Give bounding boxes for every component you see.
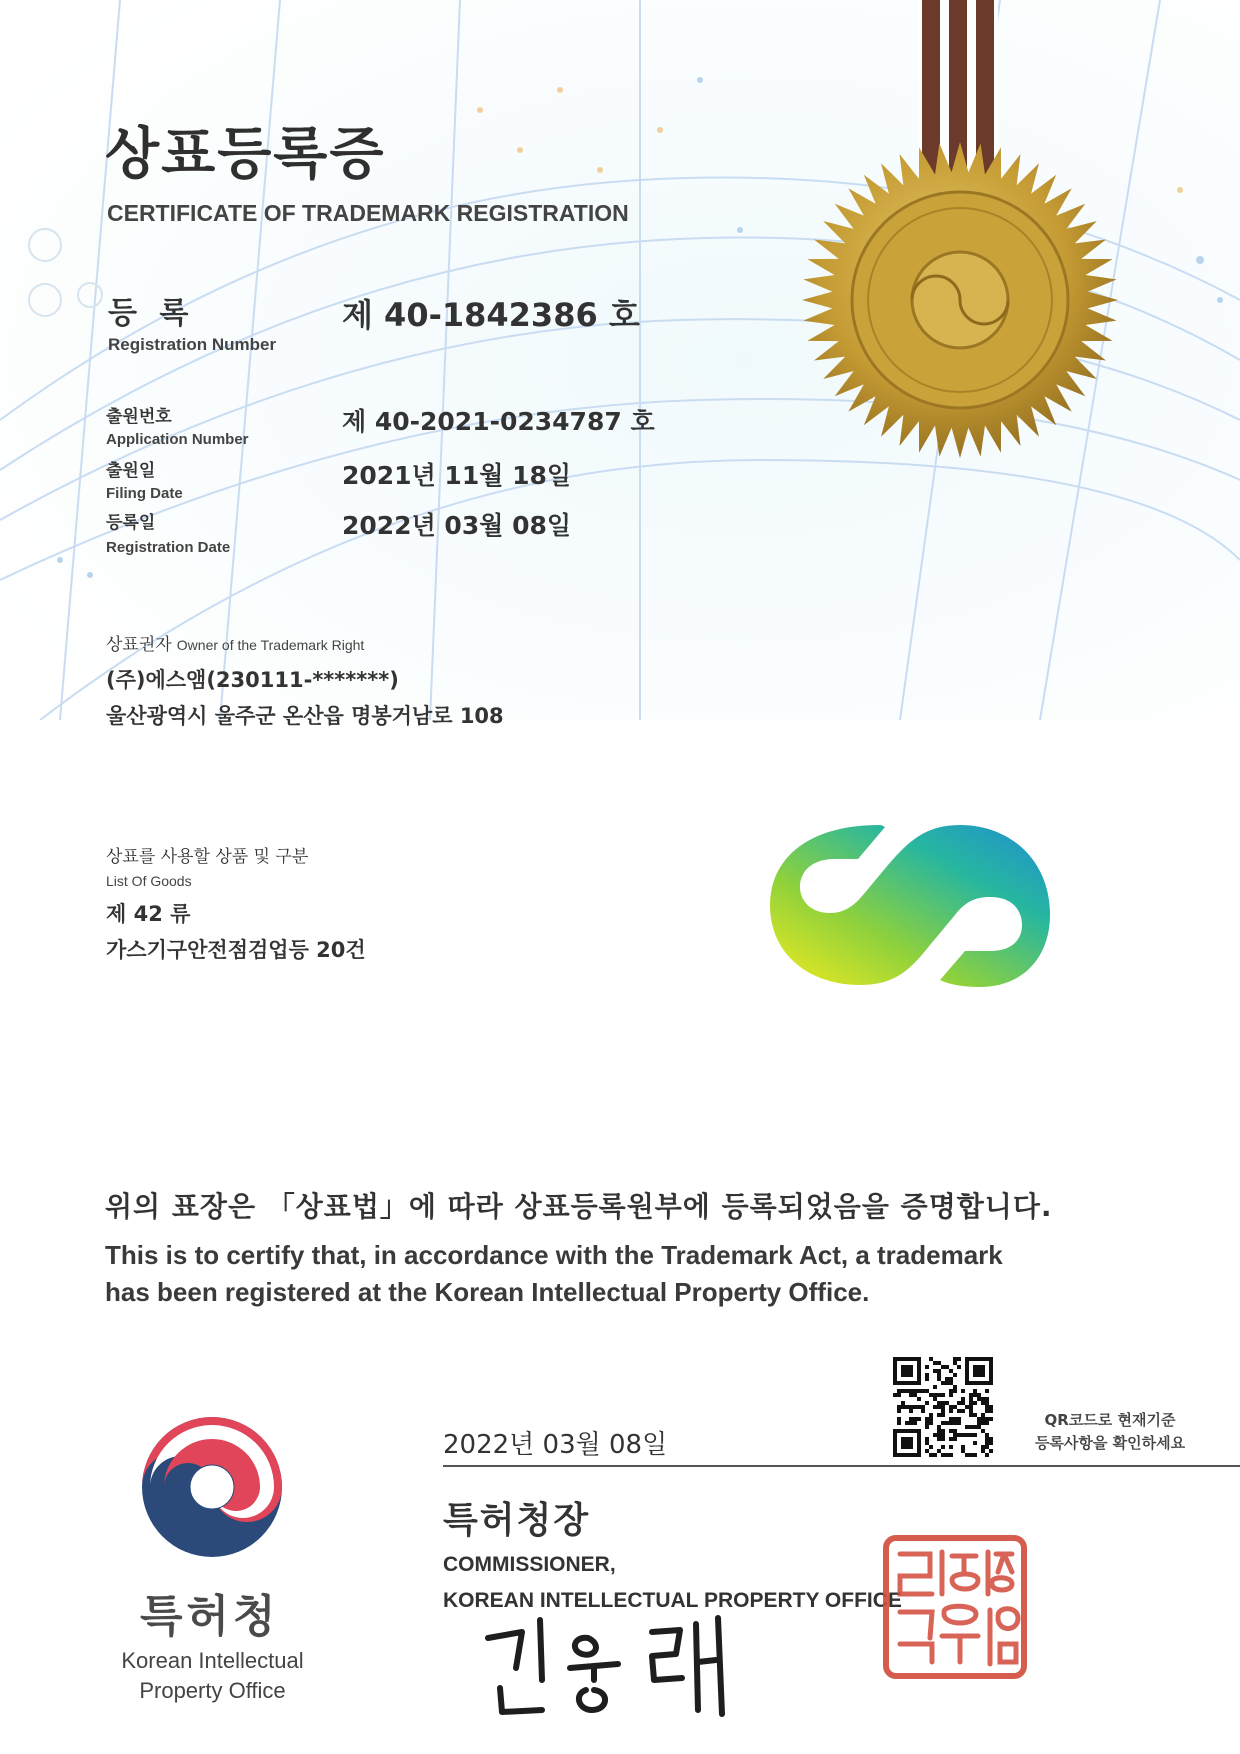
owner-address: 울산광역시 울주군 온산읍 명봉거남로 108 [106,704,504,728]
registration-number-label-ko: 등 록 [108,296,195,331]
qr-code[interactable] [893,1357,993,1457]
qr-note [1000,1409,1220,1455]
certificate-title-en: CERTIFICATE OF TRADEMARK REGISTRATION [107,200,629,226]
filing-date-label-en: Filing Date [106,485,183,502]
registration-number-value: 제 40-1842386 호 [342,296,640,334]
issue-date: 2022년 03월 08일 [443,1430,668,1460]
certification-statement-ko: 위의 표장은 「상표법」에 따라 상표등록원부에 등록되었음을 증명합니다. [105,1190,1053,1223]
owner-label-ko: 상표권자 [106,635,172,655]
qr-note-line2: 등록사항을 확인하세요 [1034,1434,1186,1452]
kipo-name-en-line1: Korean Intellectual [121,1648,304,1673]
registration-date-label-ko: 등록일 [106,513,156,533]
qr-note-line1: QR코드로 현재기준 [1044,1411,1176,1429]
goods-class: 제 42 류 [106,902,191,926]
commissioner-title-ko: 특허청장 [443,1500,591,1541]
commissioner-title-en-line1: COMMISSIONER, [443,1553,616,1576]
commissioner-title-en [443,1547,902,1619]
certification-statement-en-line1: This is to certify that, in accordance with the Trademark Act, a trademark [105,1240,1003,1270]
filing-date-label-ko: 출원일 [106,461,156,481]
certificate-title-ko: 상표등록증 [105,122,386,187]
application-number-label-ko: 출원번호 [106,407,172,427]
goods-label-en: List Of Goods [106,873,192,889]
official-stamp [880,1532,1030,1682]
certification-statement-en-line2: has been registered at the Korean Intellectual Property Office. [105,1277,870,1307]
certification-statement-en [105,1237,1003,1311]
registration-date-label-en: Registration Date [106,539,231,556]
owner-name: (주)에스앰(230111-*******) [106,668,399,692]
registration-number-label-en: Registration Number [108,335,277,354]
kipo-name-en-line2: Property Office [139,1678,286,1703]
divider-line [443,1465,1240,1467]
trademark-logo [760,805,1055,1005]
goods-label-ko: 상표를 사용할 상품 및 구분 [106,847,309,867]
kipo-logo [130,1405,295,1570]
gold-seal [800,140,1120,460]
application-number-value: 제 40-2021-0234787 호 [342,407,655,436]
kipo-name-en [100,1646,325,1706]
kipo-name-ko: 특허청 [140,1591,280,1642]
commissioner-title-en-line2: KOREAN INTELLECTUAL PROPERTY OFFICE [443,1589,902,1612]
goods-description: 가스기구안전점검업등 20건 [106,938,366,962]
registration-date-value: 2022년 03월 08일 [342,511,572,540]
owner-label [106,630,364,655]
application-number-label-en: Application Number [106,431,249,448]
commissioner-signature [470,1610,750,1720]
owner-label-en: Owner of the Trademark Right [176,637,365,653]
filing-date-value: 2021년 11월 18일 [342,461,572,490]
